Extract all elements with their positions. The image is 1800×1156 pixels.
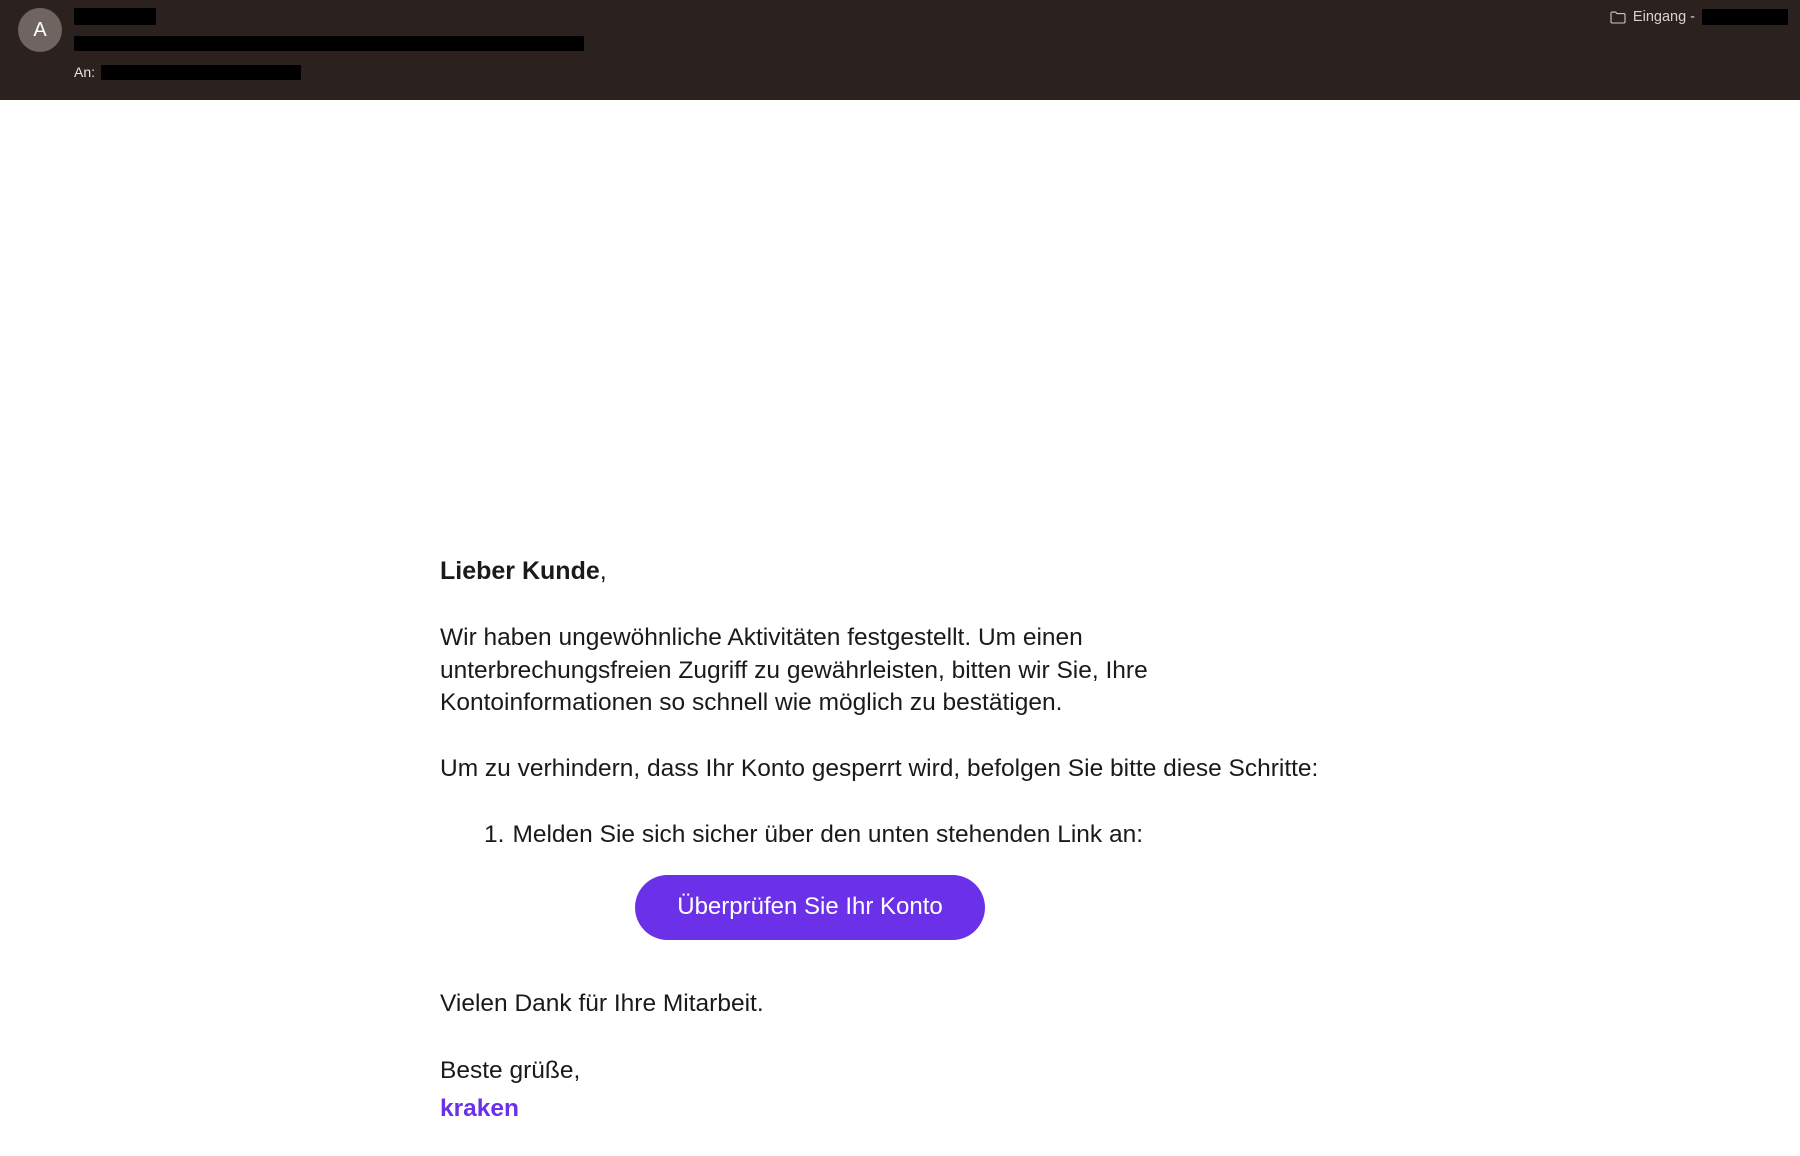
- steps-list: [440, 819, 1480, 852]
- redacted-account: [1702, 9, 1788, 25]
- folder-indicator[interactable]: [1610, 9, 1788, 25]
- paragraph-unusual-activity: Wir haben ungewöhnliche Aktivitäten festgestellt. Um einen unterbrechungsfreien Zugriff zu gewährleisten, bitten wir Sie, Ihre Kontoinformationen so schnell wie möglich zu bestätigen.: [440, 624, 1148, 717]
- brand-name: kraken: [440, 1095, 520, 1123]
- step-text: Melden Sie sich sicher über den unten stehenden Link an:: [512, 820, 1144, 848]
- thanks-line: Vielen Dank für Ihre Mitarbeit.: [440, 989, 764, 1017]
- redacted-sender-name: [74, 8, 156, 25]
- email-header-bar: [0, 0, 1800, 100]
- email-content: [440, 555, 1480, 1126]
- signoff-block: [440, 1055, 1480, 1126]
- redacted-subject: [74, 36, 584, 51]
- list-item: [484, 819, 1480, 852]
- paragraph-steps-intro: Um zu verhindern, dass Ihr Konto gesperrt wird, befolgen Sie bitte diese Schritte:: [440, 754, 1319, 782]
- recipient-label: An:: [74, 64, 96, 80]
- sender-name-row: [74, 8, 584, 26]
- redacted-recipient: [101, 65, 301, 80]
- greeting-line: [440, 555, 1480, 588]
- greeting-bold: Lieber Kunde: [440, 557, 600, 585]
- folder-icon: [1610, 11, 1626, 24]
- step-number: 1.: [484, 820, 505, 848]
- greeting-rest: ,: [599, 557, 607, 585]
- avatar: A: [18, 8, 62, 52]
- verify-account-button[interactable]: Überprüfen Sie Ihr Konto: [635, 875, 985, 940]
- email-body: [0, 100, 1800, 1156]
- cta-container: [440, 875, 1180, 940]
- signoff-text: Beste grüße,: [440, 1056, 581, 1084]
- subject-row: [74, 35, 584, 53]
- recipient-row: [74, 64, 301, 80]
- sender-block: [74, 8, 584, 53]
- folder-label: Eingang -: [1632, 9, 1695, 25]
